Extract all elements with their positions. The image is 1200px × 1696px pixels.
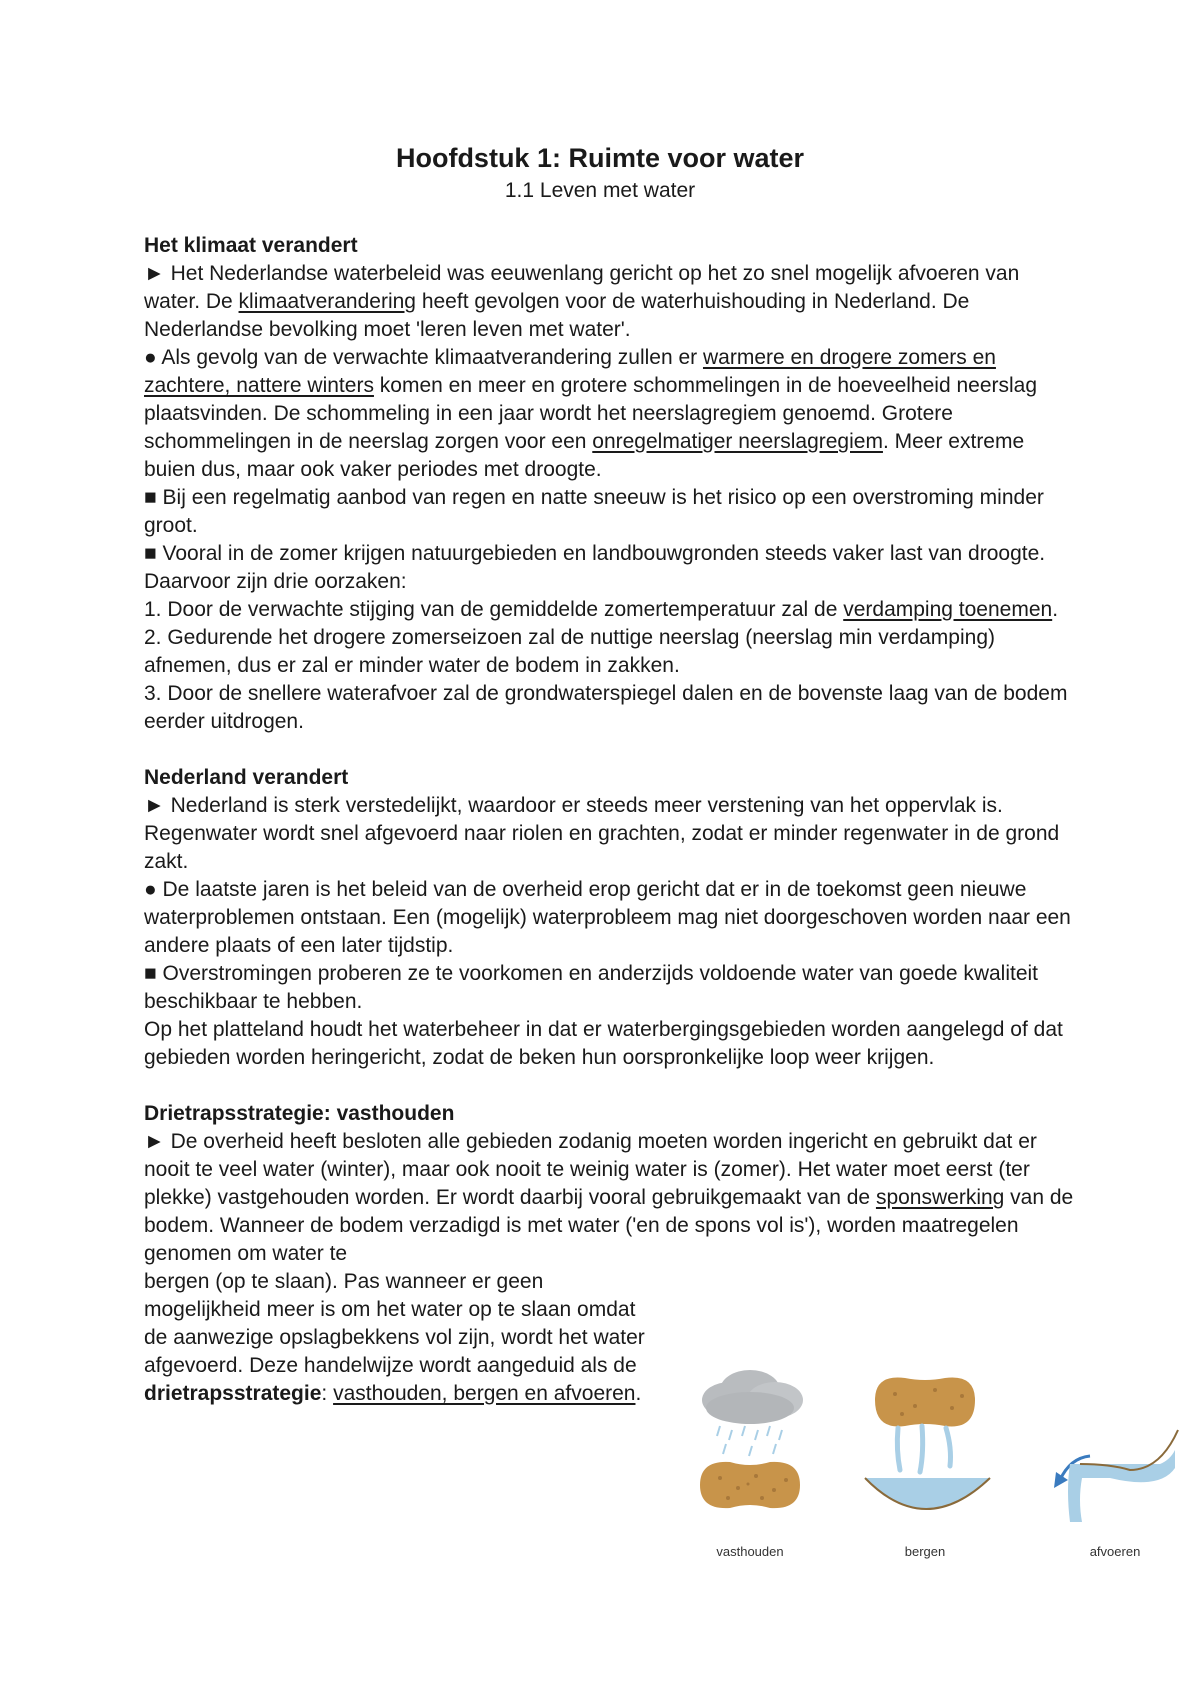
paragraph: ► Nederland is sterk verstedelijkt, waardoor er steeds meer verstening van het oppervlak is. Regenwater wordt snel afgevoerd naar riolen en grachten, zodat er minder regenwater in de grond zakt. [144,794,1060,873]
paragraph: ■ Bij een regelmatig aanbod van regen en natte sneeuw is het risico op een overstroming minder groot. [144,486,1044,537]
page-subtitle: 1.1 Leven met water [504,179,696,202]
bergen-illustration [865,1377,990,1509]
paragraph: ► De overheid heeft besloten alle gebieden zodanig moeten worden ingericht en gebruikt dat er nooit te veel water (winter), maar ook nooit te weinig water is (zomer). Het water moet eerst (ter plekke) vastgehouden worden. Er wordt daarbij vooral gebruikgemaakt van de sponswerking van de bodem. Wanneer de bodem verzadigd is met water ('en de spons vol is'), worden maatregelen genomen om water te [144,1130,1074,1265]
afvoeren-illustration [1054,1430,1178,1522]
underlined-term: warmere en drogere zomers en zachtere, nattere winters [144,346,996,397]
paragraph: ● Als gevolg van de verwachte klimaatverandering zullen er warmere en drogere zomers en zachtere, nattere winters komen en meer en grotere schommelingen in de hoeveelheid neerslag plaatsvinden. De schommeling in een jaar wordt het neerslagregiem genoemd. Grotere schommelingen in de neerslag zorgen voor een onregelmatiger neerslagregiem. Meer extreme buien dus, maar ook vaker periodes met droogte. [144,346,1038,481]
underlined-term: sponswerking [875,1186,1005,1209]
figure-label-bergen: bergen [904,1544,946,1559]
title-block [0,140,1200,206]
figure-label-vasthouden: vasthouden [716,1544,784,1559]
underlined-term: vasthouden, bergen en afvoeren [333,1382,636,1405]
list-item: 3. Door de snellere waterafvoer zal de grondwaterspiegel dalen en de bovenste laag van de bodem eerder uitdrogen. [144,682,1068,733]
section-heading-klimaat: Het klimaat verandert [144,234,358,257]
bold-term: drietrapsstrategie [144,1382,322,1405]
section-heading-nederland: Nederland verandert [144,766,349,789]
document-body [144,232,1074,1408]
paragraph: ■ Overstromingen proberen ze te voorkomen en anderzijds voldoende water van goede kwaliteit beschikbaar te hebben. [144,962,1039,1013]
underlined-term: klimaatverandering [238,290,416,313]
underlined-term: verdamping toenemen [843,598,1053,621]
paragraph: ► Het Nederlandse waterbeleid was eeuwenlang gericht op het zo snel mogelijk afvoeren van water. De klimaatverandering heeft gevolgen voor de waterhuishouding in Nederland. De Nederlandse bevolking moet 'leren leven met water'. [144,262,1020,341]
list-item: 1. Door de verwachte stijging van de gemiddelde zomertemperatuur zal de verdamping toenemen. [144,598,1059,621]
underlined-term: onregelmatiger neerslagregiem [592,430,883,453]
paragraph: ■ Vooral in de zomer krijgen natuurgebieden en landbouwgronden steeds vaker last van droogte. Daarvoor zijn drie oorzaken: [144,542,1046,593]
paragraph: bergen (op te slaan). Pas wanneer er geen mogelijkheid meer is om het water op te slaan omdat de aanwezige opslagbekkens vol zijn, wordt het water afgevoerd. Deze handelwijze wordt aangeduid als de drietrapsstrategie: vasthouden, bergen en afvoeren. [144,1270,645,1405]
paragraph: ● De laatste jaren is het beleid van de overheid erop gericht dat er in de toekomst geen nieuwe waterproblemen ontstaan. Een (mogelijk) waterprobleem mag niet doorgeschoven worden naar een andere plaats of een later tijdstip. [144,878,1071,957]
vasthouden-illustration [700,1370,803,1508]
list-item: 2. Gedurende het drogere zomerseizoen zal de nuttige neerslag (neerslag min verdamping) afnemen, dus er zal er minder water de bodem in zakken. [144,626,995,677]
paragraph: Op het platteland houdt het waterbeheer in dat er waterbergingsgebieden worden aangelegd of dat gebieden worden heringericht, zodat de beken hun oorspronkelijke loop weer krijgen. [144,1018,1063,1069]
page-title: Hoofdstuk 1: Ruimte voor water [395,143,805,173]
drietrapsstrategie-illustration [690,1360,1180,1560]
figure-label-afvoeren: afvoeren [1089,1544,1141,1559]
section-heading-drietrapsstrategie: Drietrapsstrategie: vasthouden [144,1102,455,1125]
illustration-graphic [690,1360,1180,1540]
